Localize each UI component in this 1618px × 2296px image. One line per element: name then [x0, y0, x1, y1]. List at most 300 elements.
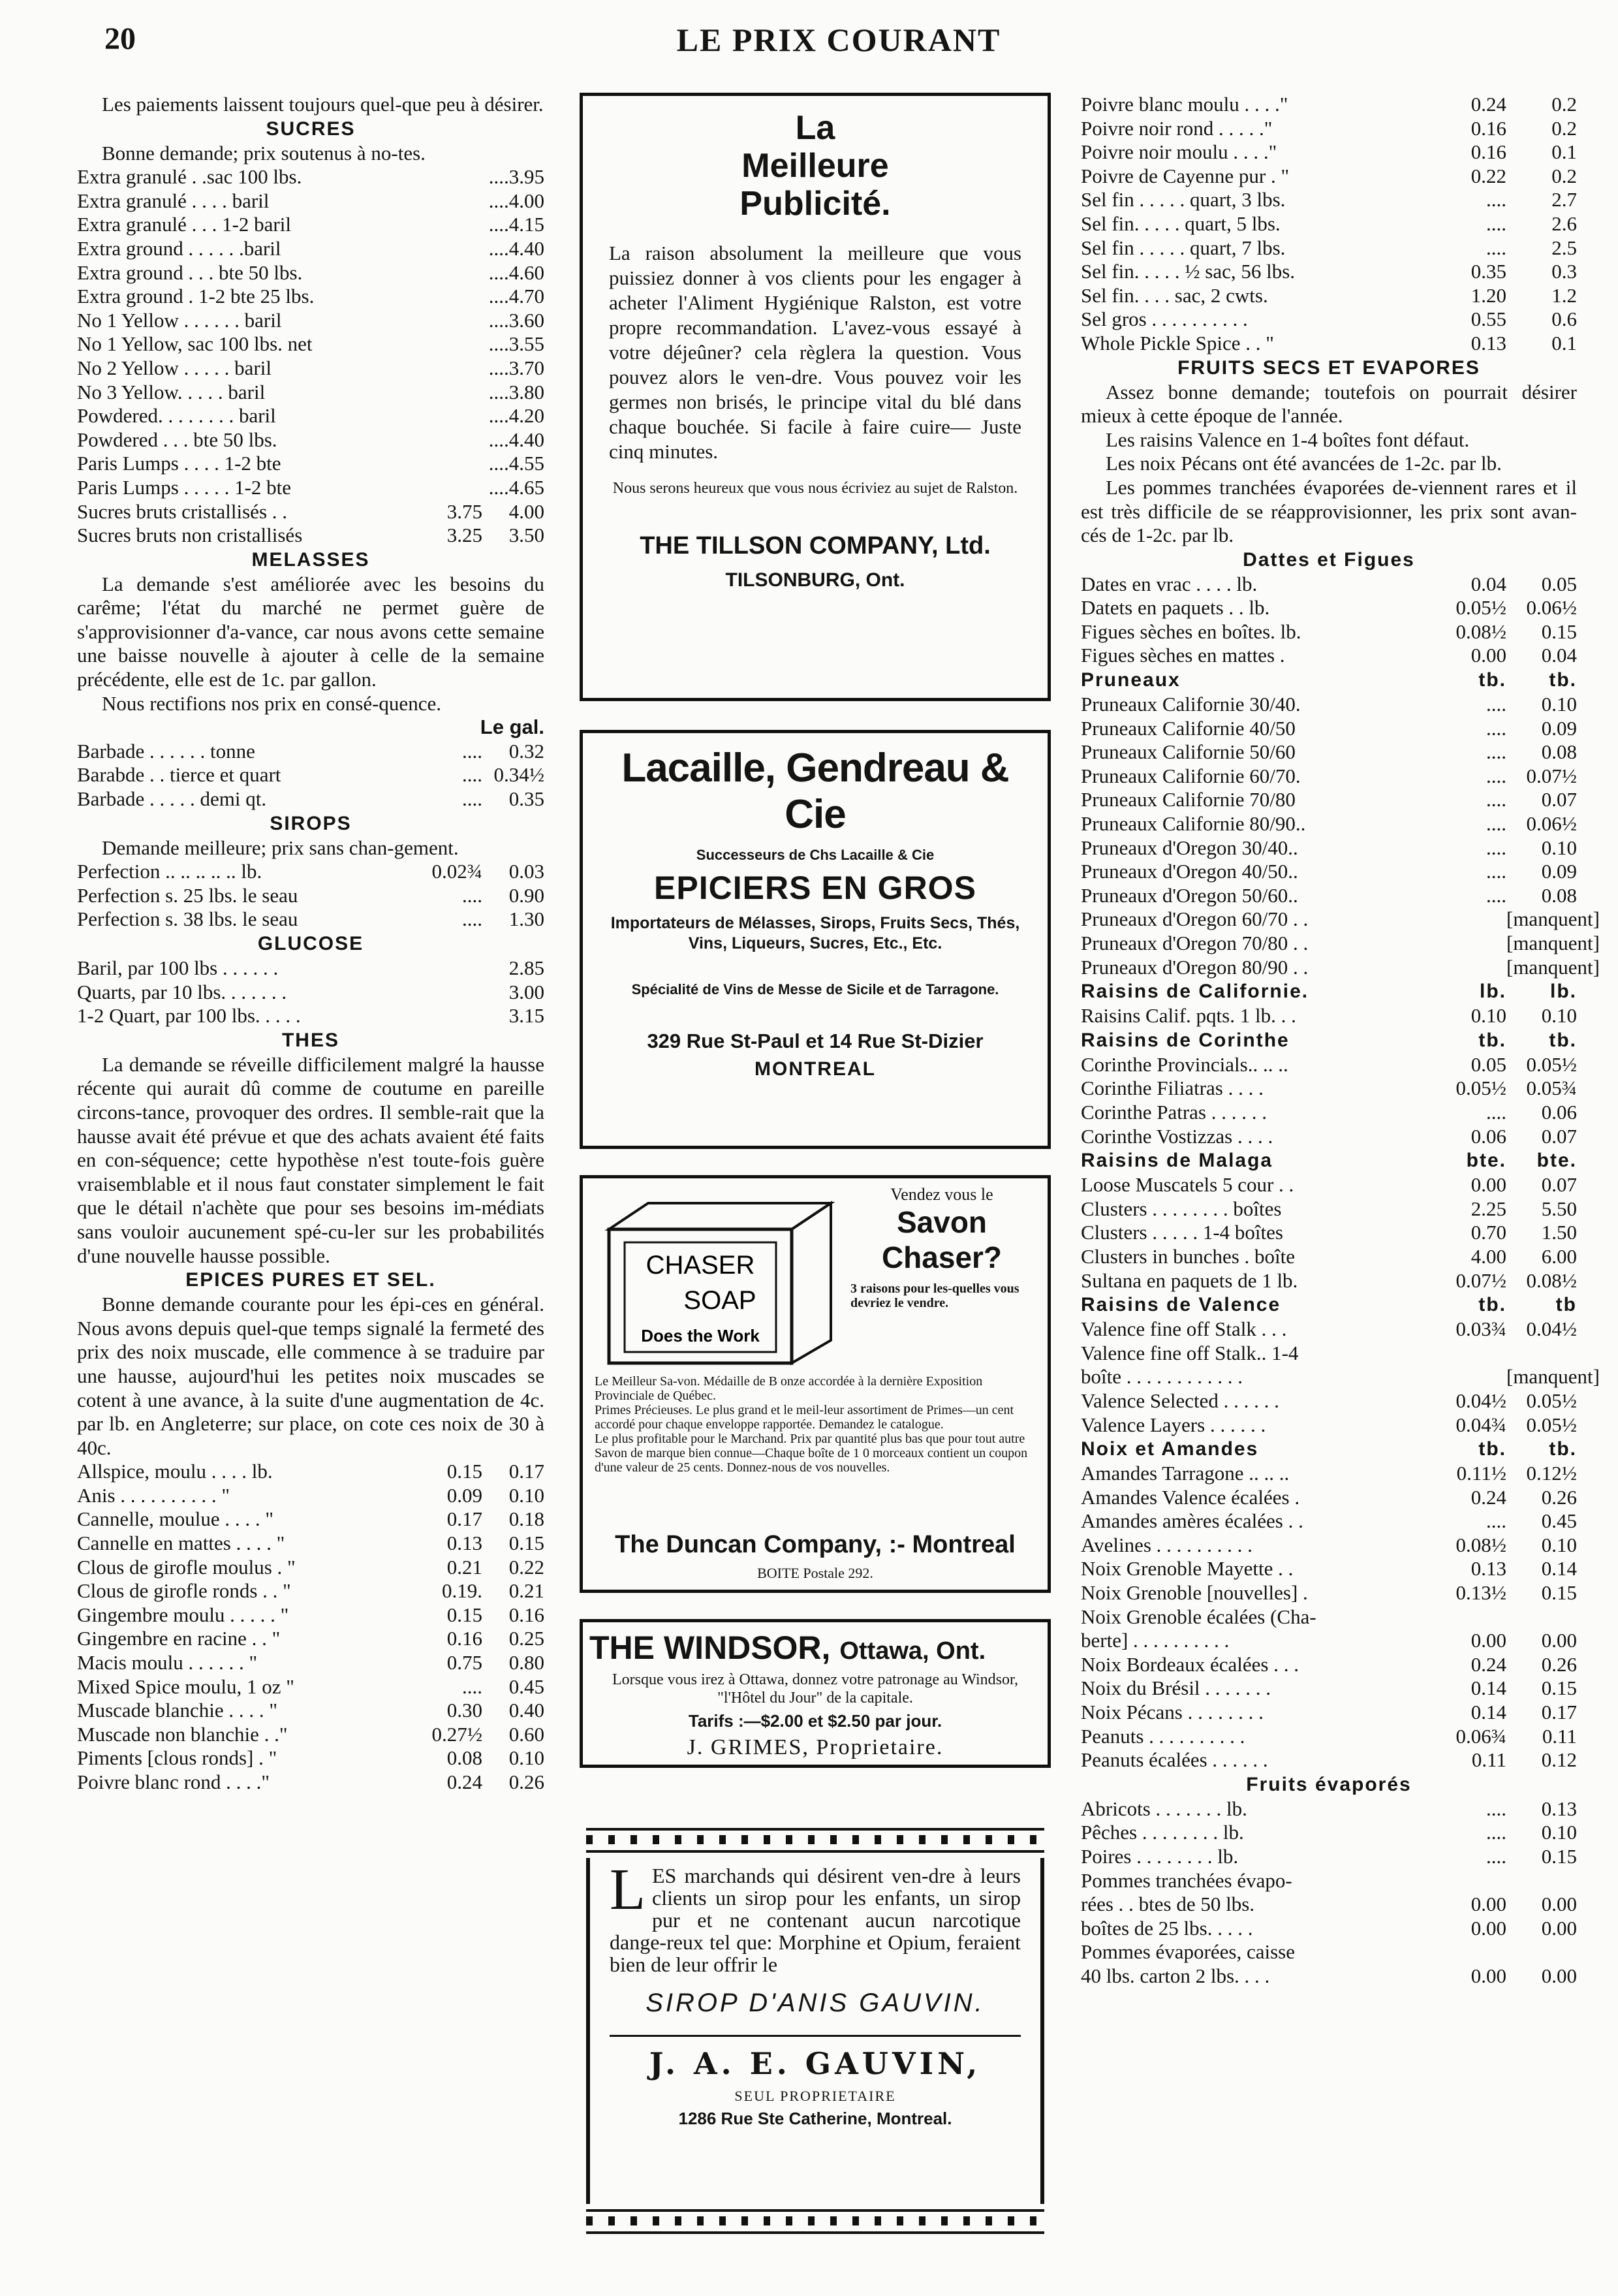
paragraph: Assez bonne demande; toutefois on pourrait désirer mieux à cette époque de l'année. — [1081, 380, 1577, 428]
price-low: 1.20 — [1470, 283, 1506, 307]
ornamental-border-bottom — [586, 2209, 1044, 2234]
price-high: 0.1 — [1551, 331, 1577, 354]
price-row — [77, 907, 544, 932]
price-row — [1081, 1581, 1577, 1605]
price-row — [77, 740, 544, 764]
price-low: ....3.80 — [488, 380, 544, 403]
price-low: 0.07½ — [1455, 1268, 1506, 1292]
price-row — [1081, 1917, 1577, 1941]
paragraph: Les raisins Valence en 1-4 boîtes font défaut. — [1106, 428, 1470, 451]
ad-reasons: 3 raisons pour les-quelles vous devriez le vendre. — [850, 1282, 1019, 1310]
paragraph: La demande s'est améliorée avec les besoins du carême; l'état du marché ne permet guère de s'approvisionner d'a-vance, car nous avons cette semaine une baisse nouvelle à ajouter à celle de la semaine précédente, elle est de 1c. par gallon. — [77, 572, 544, 691]
price-high: 0.6 — [1551, 307, 1577, 331]
price-low: ....4.60 — [488, 260, 544, 284]
price-row — [77, 237, 544, 261]
price-high: 0.34½ — [493, 763, 544, 787]
price-row — [77, 165, 544, 189]
price-low: 2.85 — [508, 956, 544, 979]
price-high: tb. — [1549, 1029, 1577, 1051]
price-high: 0.26 — [1541, 1485, 1577, 1509]
price-row — [1081, 788, 1577, 812]
page-number: 20 — [104, 22, 136, 56]
item-name: Allspice, moulu . . . . lb. — [77, 1460, 273, 1483]
section-heading: EPICES PURES ET SEL. — [185, 1269, 436, 1291]
price-low: 3.15 — [508, 1004, 544, 1028]
price-row — [1081, 1725, 1577, 1749]
price-high: 0.00 — [1541, 1964, 1577, 1987]
price-row — [1081, 1004, 1577, 1028]
item-name: Amandes Tarragone .. .. .. — [1081, 1462, 1290, 1485]
ad-body: Lorsque vous irez à Ottawa, donnez votre patronage au Windsor, "l'Hôtel du Jour" de la capitale. — [612, 1671, 1019, 1706]
price-low: 0.00 — [1470, 1893, 1506, 1916]
price-row — [77, 1675, 544, 1699]
price-high: 0.3 — [1551, 260, 1577, 283]
item-name: Dates en vrac . . . . lb. — [1081, 572, 1258, 595]
item-name: Loose Muscatels 5 cour . . — [1081, 1173, 1294, 1197]
ad-company: The Duncan Company, :- Montreal — [615, 1531, 1016, 1558]
price-high: 2.5 — [1551, 236, 1577, 259]
price-low: 0.11½ — [1456, 1462, 1506, 1485]
reason-3: Le plus profitable pour le Marchand. Prix par quantité plus bas que pour tout autre Savon de marque bien connue—Chaque boîte de 1 0 morceaux contient un coupon d'une valeur de 25 cents. Donnez-nous de vos nouvelles. — [595, 1432, 1028, 1475]
price-high: 0.25 — [508, 1627, 544, 1650]
price-row — [77, 261, 544, 285]
price-row — [1081, 1101, 1577, 1125]
item-name: Noix du Brésil . . . . . . . — [1081, 1676, 1271, 1700]
price-row — [1081, 932, 1600, 956]
price-row — [1081, 260, 1577, 284]
price-row — [1081, 764, 1577, 789]
price-row — [1081, 117, 1577, 141]
price-high — [1506, 1869, 1577, 1893]
price-low: .... — [1486, 740, 1506, 764]
price-row — [1081, 1413, 1577, 1438]
price-high: 0.21 — [508, 1579, 544, 1603]
price-low: .... — [1486, 860, 1506, 883]
price-high: 0.2 — [1551, 116, 1577, 140]
item-name: Pêches . . . . . . . . lb. — [1081, 1821, 1244, 1844]
price-low: .... — [462, 883, 482, 907]
paragraph: Demande meilleure; prix sans chan-gement. — [102, 836, 459, 859]
price-low: 0.05½ — [1455, 596, 1506, 620]
ad-body — [610, 1857, 1021, 1976]
price-high: 0.26 — [508, 1770, 544, 1793]
price-low: .... — [462, 787, 482, 811]
price-row — [77, 1603, 544, 1628]
price-row — [77, 956, 544, 981]
item-name: Figues sèches en boîtes. lb. — [1081, 620, 1301, 643]
ad-proprietor: J. GRIMES, Proprietaire. — [687, 1735, 944, 1759]
price-row — [77, 381, 544, 405]
item-name: Noix Grenoble [nouvelles] . — [1081, 1581, 1308, 1605]
price-high: 0.04½ — [1526, 1317, 1577, 1341]
price-low: 0.13 — [1470, 1557, 1506, 1580]
price-row — [77, 285, 544, 309]
price-high: 0.16 — [508, 1603, 544, 1626]
price-high: 0.07½ — [1526, 764, 1577, 787]
paragraph: Bonne demande; prix soutenus à no-tes. — [102, 141, 426, 165]
price-low — [1428, 956, 1506, 980]
price-low: 0.27½ — [431, 1722, 482, 1746]
item-name: Valence Selected . . . . . . — [1081, 1389, 1279, 1412]
item-name: Mixed Spice moulu, 1 oz " — [77, 1675, 294, 1698]
price-low: .... — [462, 763, 482, 787]
gauvin-advertisement — [580, 1828, 1051, 2234]
unit-label: Le gal. — [480, 716, 544, 739]
right-column — [1081, 93, 1600, 1989]
item-name: Perfection s. 25 lbs. le seau — [77, 883, 298, 907]
price-low: 0.24 — [1470, 1485, 1506, 1509]
price-row — [77, 860, 544, 884]
price-high: 1.30 — [508, 907, 544, 931]
price-high: 0.14 — [1541, 1557, 1577, 1580]
item-name: Baril, par 100 lbs . . . . . . — [77, 956, 279, 979]
price-low: 0.75 — [446, 1651, 482, 1675]
price-low: bte. — [1466, 1150, 1506, 1172]
price-high: 0.08½ — [1526, 1268, 1577, 1292]
paragraph: Les noix Pécans ont été avancées de 1-2c. par lb. — [1106, 452, 1502, 475]
ad-post-box: BOITE Postale 292. — [757, 1565, 873, 1581]
price-row — [1081, 860, 1577, 884]
price-high: 0.60 — [508, 1722, 544, 1746]
price-high: tb — [1555, 1294, 1577, 1316]
price-low: 0.19. — [442, 1579, 482, 1603]
item-name: Extra ground . . . bte 50 lbs. — [77, 260, 303, 284]
item-name: Perfection .. .. .. .. .. lb. — [77, 860, 262, 883]
item-name: Pruneaux d'Oregon 70/80 . . — [1081, 932, 1309, 954]
price-high: 0.10 — [508, 1746, 544, 1770]
price-low: .... — [1486, 693, 1506, 716]
price-high: 0.10 — [1541, 693, 1577, 716]
item-name: Clous de girofle ronds . . " — [77, 1579, 291, 1603]
price-high: 0.40 — [508, 1699, 544, 1722]
price-low: .... — [1486, 764, 1506, 787]
item-name: Gingembre moulu . . . . . " — [77, 1603, 289, 1626]
item-name: Raisins de Corinthe — [1081, 1029, 1290, 1051]
price-row — [1081, 620, 1577, 644]
item-name: Barbade . . . . . demi qt. — [77, 787, 267, 811]
price-low: .... — [1486, 1509, 1506, 1533]
price-row — [1081, 212, 1577, 236]
item-name: Extra granulé . . . . baril — [77, 189, 270, 212]
item-name: Corinthe Patras . . . . . . — [1081, 1100, 1267, 1124]
price-high: 0.08 — [1541, 740, 1577, 764]
price-row — [1081, 1605, 1577, 1629]
item-name: Pruneaux d'Oregon 40/50.. — [1081, 860, 1298, 883]
item-name: Muscade non blanchie . ." — [77, 1722, 288, 1746]
price-low: .... — [1486, 1797, 1506, 1820]
ad-note: Nous serons heureux que vous nous écriviez au sujet de Ralston. — [612, 480, 1018, 497]
price-low: .... — [1486, 212, 1506, 235]
ad-title — [589, 1629, 1041, 1667]
price-high: 0.05½ — [1526, 1389, 1577, 1412]
item-name: Muscade blanchie . . . . " — [77, 1699, 278, 1722]
ad-reasons-body — [595, 1374, 1036, 1475]
price-row — [77, 1579, 544, 1603]
price-low: 3.00 — [508, 980, 544, 1003]
price-low: ....4.65 — [488, 475, 544, 499]
item-name: Valence fine off Stalk.. 1-4 — [1081, 1341, 1299, 1364]
item-name: Noix et Amandes — [1081, 1438, 1259, 1460]
item-name: Corinthe Filiatras . . . . — [1081, 1077, 1264, 1100]
price-low: 0.04½ — [1455, 1389, 1506, 1412]
price-row — [1081, 1486, 1577, 1510]
price-high: 0.15 — [1541, 1581, 1577, 1605]
price-low: 0.08½ — [1455, 620, 1506, 643]
price-row — [1081, 1940, 1577, 1964]
item-name: rées . . btes de 50 lbs. — [1081, 1893, 1255, 1916]
ornamental-border-top — [586, 1828, 1044, 1853]
price-low: tb. — [1478, 1294, 1506, 1316]
item-name: Extra ground . 1-2 bte 25 lbs. — [77, 285, 315, 308]
price-high: 4.00 — [508, 499, 544, 523]
price-row — [77, 1723, 544, 1747]
item-name: Pruneaux d'Oregon 50/60.. — [1081, 883, 1298, 907]
price-low: 0.10 — [1470, 1004, 1506, 1028]
price-low: ....4.55 — [488, 452, 544, 475]
price-low: 0.24 — [446, 1770, 482, 1793]
price-row — [77, 1651, 544, 1675]
subsection-heading — [1081, 668, 1577, 693]
price-low: 0.00 — [1470, 644, 1506, 667]
reason-2: Primes Précieuses. Le plus grand et le meil-leur assortiment de Primes—un cent accordé pour chaque enveloppe rapportée. Demandez le catalogue. — [595, 1403, 1014, 1432]
price-low: 0.14 — [1470, 1676, 1506, 1700]
section-heading: Dattes et Figues — [1243, 548, 1415, 571]
section-heading: GLUCOSE — [257, 933, 364, 954]
price-low: 3.75 — [446, 499, 482, 523]
section-heading: SIROPS — [270, 812, 352, 834]
item-name: Pruneaux d'Oregon 80/90 . . — [1081, 955, 1309, 979]
item-name: Corinthe Provincials.. .. .. — [1081, 1052, 1288, 1076]
price-row — [1081, 165, 1577, 189]
price-low: 0.05½ — [1455, 1077, 1506, 1100]
price-high: [manquent] — [1506, 907, 1600, 931]
price-high: 0.90 — [508, 883, 544, 907]
price-low — [1428, 1869, 1506, 1893]
item-name: Amandes Valence écalées . — [1081, 1485, 1300, 1509]
item-name: Extra granulé . .sac 100 lbs. — [77, 165, 302, 189]
price-high: 0.10 — [1541, 1004, 1577, 1028]
ad-headline: Meilleure — [741, 147, 889, 185]
price-low: 2.25 — [1470, 1197, 1506, 1220]
item-name: Barabde . . tierce et quart — [77, 763, 281, 787]
ad-company: THE TILLSON COMPANY, Ltd. — [640, 532, 991, 559]
price-row — [1081, 1533, 1577, 1558]
hotel-name: THE WINDSOR, — [589, 1629, 831, 1666]
item-name: Pruneaux Californie 60/70. — [1081, 764, 1301, 787]
price-low: 0.70 — [1470, 1221, 1506, 1244]
price-high: tb. — [1549, 669, 1577, 691]
item-name: Quarts, par 10 lbs. . . . . . . — [77, 980, 287, 1003]
item-name: Sultana en paquets de 1 lb. — [1081, 1268, 1298, 1292]
price-row — [1081, 236, 1577, 260]
price-row — [1081, 1701, 1577, 1725]
price-low: 3.25 — [446, 524, 482, 547]
price-high: 0.22 — [508, 1555, 544, 1579]
ad-importers: Importateurs de Mélasses, Sirops, Fruits Secs, Thés, Vins, Liqueurs, Sucres, Etc., Etc. — [610, 914, 1020, 952]
price-high: 0.06½ — [1526, 812, 1577, 836]
price-high: 0.32 — [508, 739, 544, 763]
price-row — [77, 332, 544, 356]
price-row — [1081, 1245, 1577, 1269]
price-high: [manquent] — [1506, 932, 1600, 954]
ad-body: La raison absolument la meilleure que vous puissiez donner à vos clients pour les engager à acheter l'Aliment Hygiénique Ralston, est votre propre recommandation. L'avez-vous essayé à votre déjeûner? cela règlera la question. Vous pouvez alors le ven-dre. Vous pouvez voir les germes non brisés, le principe vital du blé dans chaque bouchée. Si facile à faire cuire— Juste cinq minutes. — [609, 242, 1021, 463]
ad-question-line1: Vendez vous le — [890, 1185, 993, 1204]
subsection-heading — [1081, 1293, 1577, 1317]
price-high: 2.6 — [1551, 212, 1577, 235]
price-high — [1506, 1342, 1577, 1366]
item-name: Extra ground . . . . . .baril — [77, 236, 281, 260]
price-row — [1081, 1125, 1577, 1149]
price-row — [1081, 1557, 1577, 1581]
price-row — [77, 309, 544, 333]
price-row — [1081, 1797, 1577, 1821]
price-low — [1428, 1342, 1506, 1366]
item-name: Powdered. . . . . . . . baril — [77, 404, 276, 428]
price-low — [1428, 907, 1506, 932]
price-low: 0.24 — [1470, 1652, 1506, 1676]
item-name: Sel fin. . . . . quart, 5 lbs. — [1081, 212, 1281, 235]
paragraph: Nous rectifions nos prix en consé-quence. — [102, 691, 441, 715]
price-low: ....4.40 — [488, 428, 544, 451]
price-high: 0.13 — [1541, 1797, 1577, 1820]
item-name: 1-2 Quart, par 100 lbs. . . . . — [77, 1004, 301, 1028]
item-name: No 2 Yellow . . . . . baril — [77, 356, 272, 379]
price-row — [77, 213, 544, 237]
price-row — [1081, 1748, 1577, 1772]
item-name: Gingembre en racine . . " — [77, 1627, 281, 1650]
price-row — [1081, 1269, 1577, 1293]
price-high: 0.1 — [1551, 140, 1577, 164]
price-low: tb. — [1478, 669, 1506, 691]
price-row — [77, 452, 544, 476]
soap-box-line1: CHASER — [646, 1251, 755, 1280]
item-name: Anis . . . . . . . . . . " — [77, 1483, 230, 1507]
price-high: 0.06½ — [1526, 596, 1577, 620]
price-high: 0.26 — [1541, 1652, 1577, 1676]
price-row — [77, 428, 544, 452]
price-row — [77, 189, 544, 213]
price-row — [77, 476, 544, 500]
price-high: 0.10 — [1541, 1821, 1577, 1844]
ad-frame — [586, 1858, 1044, 2204]
price-high: 0.18 — [508, 1507, 544, 1531]
price-row — [77, 356, 544, 381]
price-row — [77, 1532, 544, 1556]
price-high: 1.50 — [1541, 1221, 1577, 1244]
ad-address: 329 Rue St-Paul et 14 Rue St-Dizier — [647, 1030, 984, 1052]
page-header — [104, 21, 1573, 67]
soap-box-line3: Does the Work — [641, 1326, 760, 1345]
item-name: Perfection s. 38 lbs. le seau — [77, 907, 298, 931]
price-high: 0.04 — [1541, 644, 1577, 667]
price-high: 0.2 — [1551, 93, 1577, 116]
item-name: Pruneaux Californie 50/60 — [1081, 740, 1296, 764]
price-low: 0.17 — [446, 1507, 482, 1531]
price-low: tb. — [1478, 1438, 1506, 1460]
ad-headline: La — [795, 109, 835, 147]
price-row — [1081, 573, 1577, 597]
price-low: 0.21 — [446, 1555, 482, 1579]
price-row — [1081, 1869, 1577, 1893]
price-row — [1081, 907, 1600, 932]
price-high: 0.07 — [1541, 1124, 1577, 1148]
price-high: 0.10 — [508, 1483, 544, 1507]
price-row — [77, 1746, 544, 1770]
price-high: 0.08 — [1541, 883, 1577, 907]
item-name: Corinthe Vostizzas . . . . — [1081, 1124, 1273, 1148]
price-low: .... — [1486, 236, 1506, 259]
price-high: 0.11 — [1542, 1724, 1577, 1748]
price-high: 0.17 — [508, 1460, 544, 1483]
price-high: tb. — [1549, 1438, 1577, 1460]
price-row — [1081, 1821, 1577, 1845]
price-low: .... — [1486, 836, 1506, 859]
price-row — [1081, 1197, 1577, 1221]
paragraph: La demande se réveille difficilement malgré la hausse récente qui aurait dû comme de coutume en pareille circons-tance, provoquer des ordres. Il semble-rait que la hausse avait été prévue et que des achats avaient été faits en con-séquence; cette hypothèse n'est toute-fois guère vraisemblable et il nous faut constater simplement le fait que le détail n'achète que pour ses besoins im-médiats sans vouloir aucunement spé-cu-ler sur les probabilités d'une nouvelle hausse possible. — [77, 1052, 544, 1267]
price-low: 4.00 — [1470, 1244, 1506, 1268]
price-row — [1081, 644, 1577, 668]
price-high: 0.06 — [1541, 1100, 1577, 1124]
item-name: No 1 Yellow . . . . . . baril — [77, 308, 282, 332]
proprietor-name: J. A. E. GAUVIN, — [610, 2035, 1021, 2081]
item-name: Whole Pickle Spice . . " — [1081, 331, 1274, 354]
item-name: Pruneaux Californie 30/40. — [1081, 693, 1301, 716]
item-name: boîte . . . . . . . . . . . . — [1081, 1365, 1243, 1389]
item-name: Sucres bruts cristallisés . . — [77, 499, 288, 523]
price-row — [1081, 332, 1577, 356]
item-name: Piments [clous ronds] . " — [77, 1746, 277, 1770]
price-row — [77, 763, 544, 787]
price-high — [1506, 1940, 1577, 1964]
price-high: 0.15 — [1541, 1845, 1577, 1868]
price-row — [1081, 1317, 1577, 1342]
price-high: 0.45 — [1541, 1509, 1577, 1533]
left-column — [77, 93, 544, 1795]
price-low — [1428, 932, 1506, 956]
price-row — [1081, 1893, 1577, 1917]
item-name: Sel gros . . . . . . . . . . — [1081, 307, 1248, 331]
ad-question-line2: Savon Chaser? — [881, 1205, 1003, 1274]
price-low — [1428, 1365, 1506, 1389]
price-row — [1081, 1053, 1577, 1077]
price-low: tb. — [1478, 1029, 1506, 1051]
section-heading: SUCRES — [266, 118, 356, 140]
price-high: 0.35 — [508, 787, 544, 811]
ad-question — [850, 1185, 1033, 1310]
price-low: 0.05 — [1470, 1052, 1506, 1076]
item-name: Clusters in bunches . boîte — [1081, 1244, 1296, 1268]
price-low: 0.04¾ — [1455, 1413, 1506, 1436]
price-high: 0.15 — [1541, 1676, 1577, 1700]
item-name: Noix Grenoble Mayette . . — [1081, 1557, 1294, 1580]
item-name: Peanuts . . . . . . . . . . — [1081, 1724, 1245, 1748]
price-high: 0.00 — [1541, 1916, 1577, 1940]
price-row — [77, 1699, 544, 1723]
price-low: 0.02¾ — [431, 860, 482, 883]
price-low: 0.06 — [1470, 1124, 1506, 1148]
price-low: .... — [1486, 1845, 1506, 1868]
price-row — [1081, 693, 1577, 717]
price-low: ....3.70 — [488, 356, 544, 379]
price-low: 0.09 — [446, 1483, 482, 1507]
price-high: lb. — [1550, 981, 1577, 1003]
price-low: 0.03¾ — [1455, 1317, 1506, 1341]
price-row — [1081, 740, 1577, 764]
ad-city: TILSONBURG, Ont. — [725, 569, 905, 591]
price-high: [manquent] — [1506, 1365, 1600, 1389]
lacaille-advertisement — [580, 730, 1051, 1149]
price-low: ....3.60 — [488, 308, 544, 332]
